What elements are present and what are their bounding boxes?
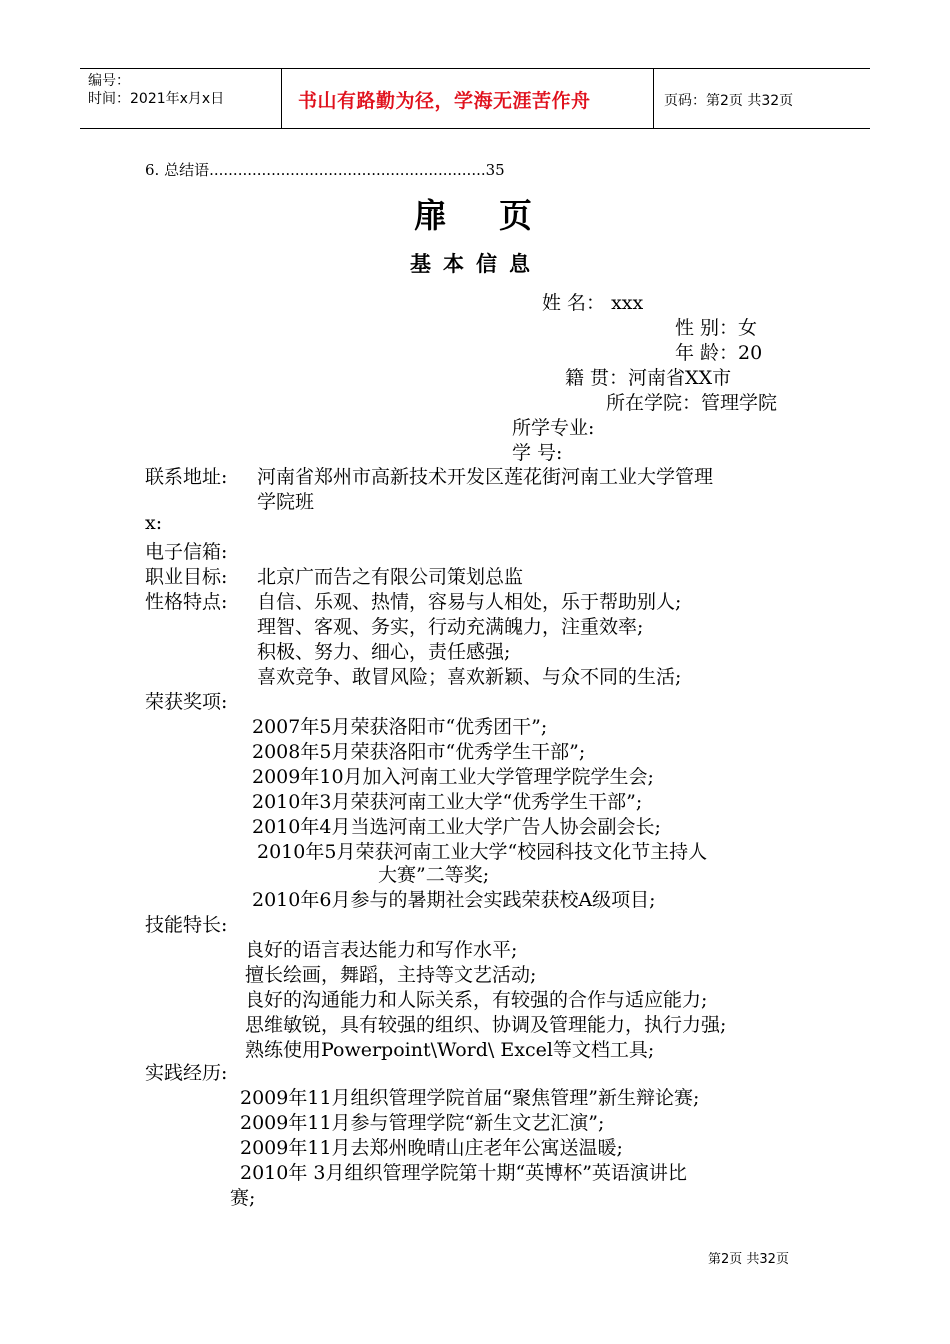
page-footer: 第2页 共32页	[708, 1252, 789, 1267]
practice-line: 2009年11月参与管理学院“新生文艺汇演”;	[240, 1112, 605, 1134]
award-line: 2010年3月荣获河南工业大学“优秀学生干部”;	[252, 791, 643, 813]
header-divider-left	[281, 68, 282, 129]
practice-label: 实践经历:	[145, 1062, 228, 1084]
info-major: 所学专业:	[512, 417, 595, 439]
info-origin: 籍 贯：河南省XX市	[565, 367, 732, 389]
practice-line: 2009年11月组织管理学院首届“聚焦管理”新生辩论赛;	[240, 1087, 700, 1109]
page-subtitle: 基本信息	[410, 252, 542, 276]
career-value: 北京广而告之有限公司策划总监	[257, 566, 524, 588]
practice-line: 2009年11月去郑州晚晴山庄老年公寓送温暖;	[240, 1137, 623, 1159]
address-label: 联系地址:	[145, 466, 228, 488]
header-bottom-border	[80, 128, 870, 129]
header-divider-right	[653, 68, 654, 129]
header-top-border	[80, 68, 870, 69]
skill-line: 思维敏锐，具有较强的组织、协调及管理能力，执行力强;	[245, 1014, 727, 1036]
skill-line: 熟练使用Powerpoint\Word\ Excel等文档工具;	[245, 1039, 655, 1061]
address-line-1: 河南省郑州市高新技术开发区莲花街河南工业大学管理	[257, 466, 714, 488]
skill-line: 良好的语言表达能力和写作水平;	[245, 939, 518, 961]
info-gender: 性 别：女	[675, 317, 758, 339]
info-college: 所在学院：管理学院	[606, 392, 778, 414]
personality-label: 性格特点:	[145, 591, 228, 613]
award-line: 2010年4月当选河南工业大学广告人协会副会长;	[252, 816, 661, 838]
award-line: 2010年5月荣获河南工业大学“校园科技文化节主持人	[257, 841, 708, 863]
practice-line: 2010年 3月组织管理学院第十期“英博杯”英语演讲比	[240, 1162, 687, 1184]
address-line-2: 学院班	[257, 491, 315, 513]
x-line: x:	[145, 512, 163, 534]
info-name: 姓 名： xxx	[542, 292, 644, 314]
award-line: 2008年5月荣获洛阳市“优秀学生干部”;	[252, 741, 586, 763]
toc-entry: 6. 总结语..........................................................35	[145, 161, 505, 179]
header-motto: 书山有路勤为径，学海无涯苦作舟	[298, 90, 591, 112]
header-page-label: 页码：第2页 共32页	[664, 93, 794, 109]
awards-label: 荣获奖项:	[145, 691, 228, 713]
header-number-label: 编号：	[88, 73, 130, 89]
email-label: 电子信箱:	[145, 541, 228, 563]
award-line: 大赛”二等奖;	[378, 864, 490, 886]
award-line: 2007年5月荣获洛阳市“优秀团干”;	[252, 716, 548, 738]
skills-label: 技能特长:	[145, 914, 228, 936]
skill-line: 良好的沟通能力和人际关系，有较强的合作与适应能力;	[245, 989, 708, 1011]
header-time-label: 时间：2021年x月x日	[88, 91, 225, 107]
personality-line: 积极、努力、细心，责任感强;	[257, 641, 511, 663]
career-label: 职业目标:	[145, 566, 228, 588]
personality-line: 自信、乐观、热情，容易与人相处，乐于帮助别人;	[257, 591, 682, 613]
info-student-id: 学 号:	[512, 442, 563, 464]
award-line: 2009年10月加入河南工业大学管理学院学生会;	[252, 766, 654, 788]
personality-line: 喜欢竞争、敢冒风险；喜欢新颖、与众不同的生活;	[257, 666, 682, 688]
award-line: 2010年6月参与的暑期社会实践荣获校A级项目;	[252, 889, 656, 911]
info-age: 年 龄：20	[675, 342, 763, 364]
practice-line: 赛;	[230, 1187, 256, 1209]
personality-line: 理智、客观、务实，行动充满魄力，注重效率;	[257, 616, 644, 638]
page-title: 扉页	[414, 196, 584, 235]
skill-line: 擅长绘画，舞蹈，主持等文艺活动;	[245, 964, 537, 986]
